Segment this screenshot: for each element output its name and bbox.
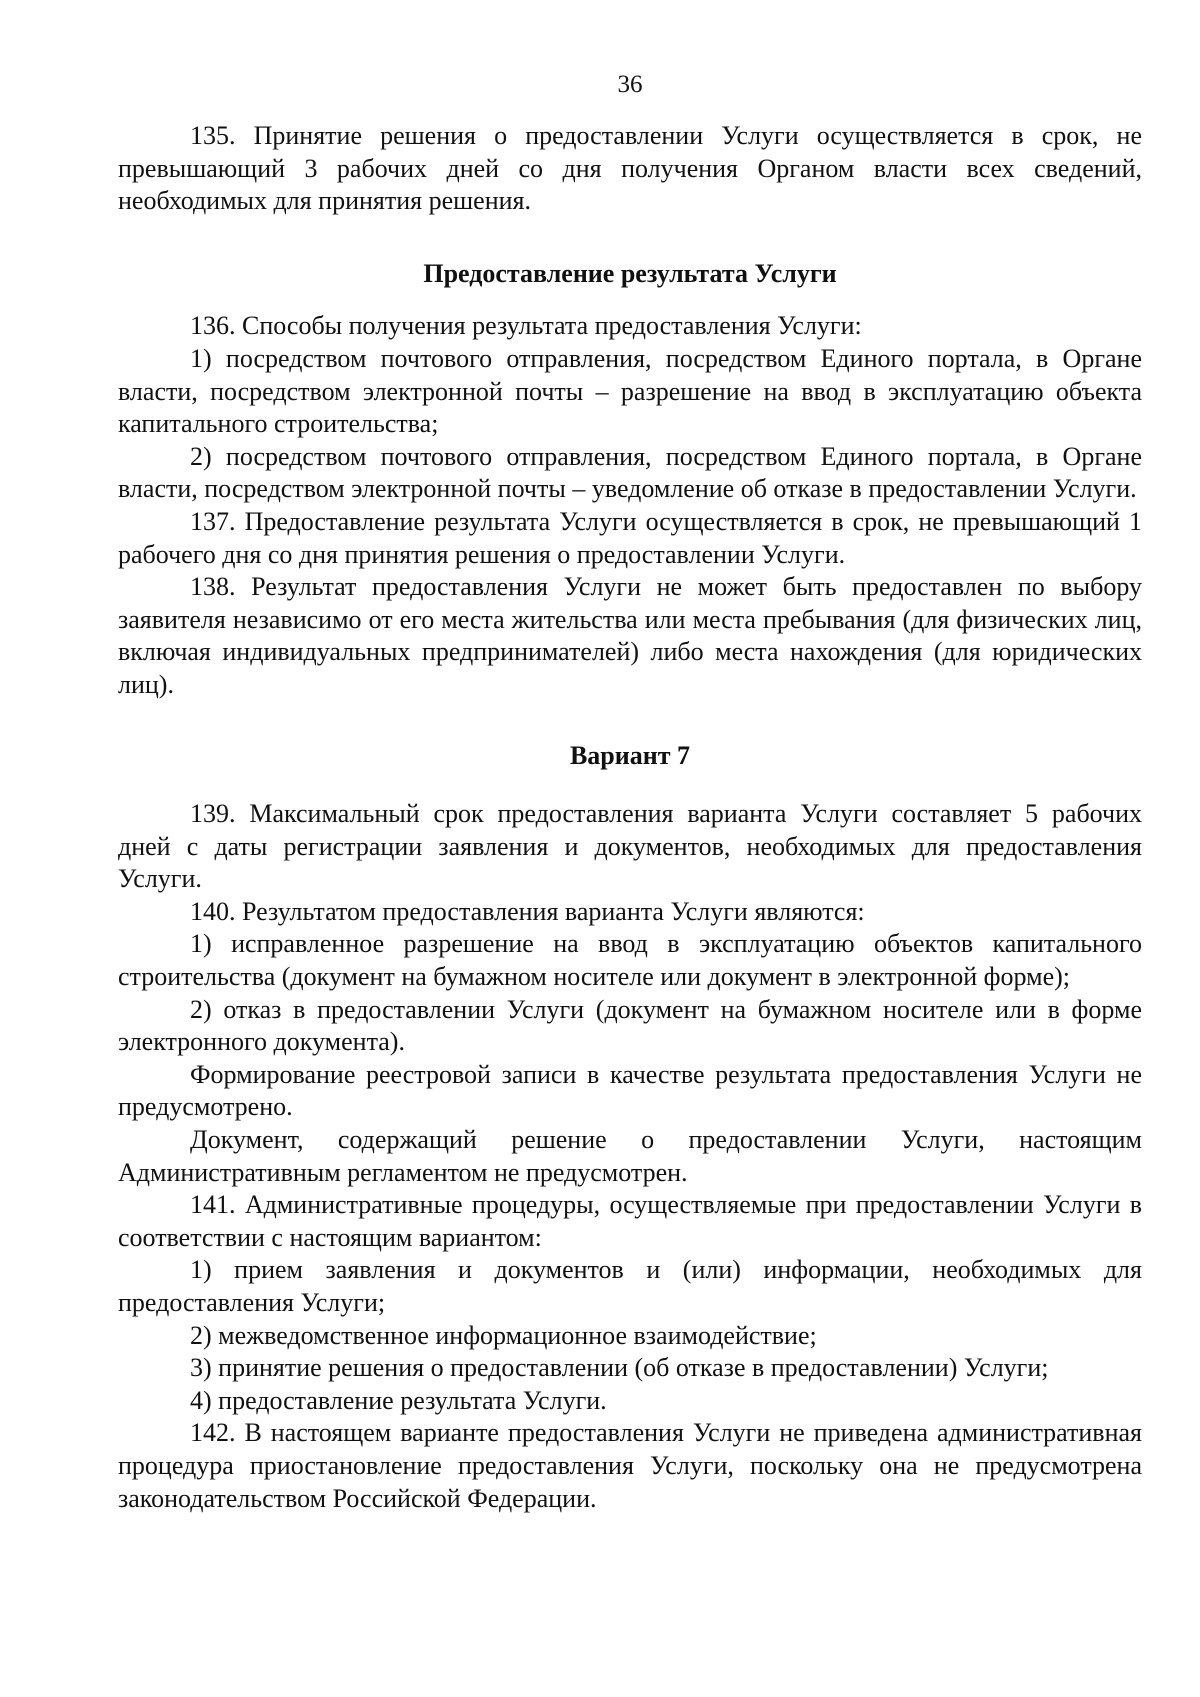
- section-intro: [118, 120, 1142, 218]
- paragraph-139: 139. Максимальный срок предоставления варианта Услуги составляет 5 рабочих дней с даты регистрации заявления и документов, необходимых для предоставления Услуги.: [118, 799, 1142, 894]
- paragraph-140: 140. Результатом предоставления варианта Услуги являются:: [190, 896, 865, 926]
- paragraph-141-item-1: 1) прием заявления и документов и (или) информации, необходимых для предоставления Услуги;: [118, 1255, 1142, 1317]
- paragraph-137: 137. Предоставление результата Услуги осуществляется в срок, не превышающий 1 рабочего дня со дня принятия решения о предоставлении Услуги.: [118, 506, 1142, 569]
- paragraph-140-item-1: 1) исправленное разрешение на ввод в эксплуатацию объектов капитального строительства (документ на бумажном носителе или документ в электронной форме);: [118, 929, 1142, 992]
- paragraph-141-item-4: 4) предоставление результата Услуги.: [190, 1385, 607, 1415]
- paragraph-136-item-2: 2) посредством почтового отправления, посредством Единого портала, в Органе власти, посредством электронной почты – уведомление об отказе в предоставлении Услуги.: [118, 441, 1142, 504]
- paragraph-140-item-2: 2) отказ в предоставлении Услуги (документ на бумажном носителе или в форме электронного документа).: [118, 994, 1142, 1057]
- paragraph-136: 136. Способы получения результата предоставления Услуги:: [190, 311, 862, 341]
- section-result: [118, 310, 1142, 701]
- paragraph-138: 138. Результат предоставления Услуги не может быть предоставлен по выбору заявителя независимо от его места жительства или места пребывания (для физических лиц, включая индивидуальных предпринимателей) либо места нахождения (для юридических лиц).: [118, 572, 1142, 699]
- paragraph-decision-document: Документ, содержащий решение о предоставлении Услуги, настоящим Административным регламентом не предусмотрен.: [118, 1125, 1142, 1187]
- section-heading-result: Предоставление результата Услуги: [423, 258, 837, 288]
- document-page: [118, 70, 1142, 1515]
- paragraph-135: 135. Принятие решения о предоставлении Услуги осуществляется в срок, не превышающий 3 рабочих дней со дня получения Органом власти всех сведений, необходимых для принятия решения.: [118, 121, 1142, 216]
- paragraph-142: 142. В настоящем варианте предоставления Услуги не приведена административная процедура приостановление предоставления Услуги, поскольку она не предусмотрена законодательством Российской Федерации.: [118, 1418, 1142, 1513]
- paragraph-141: 141. Административные процедуры, осуществляемые при предоставлении Услуги в соответствии с настоящим вариантом:: [118, 1190, 1142, 1252]
- paragraph-141-item-2: 2) межведомственное информационное взаимодействие;: [190, 1320, 817, 1350]
- paragraph-136-item-1: 1) посредством почтового отправления, посредством Единого портала, в Органе власти, посредством электронной почты – разрешение на ввод в эксплуатацию объекта капитального строительства;: [118, 343, 1142, 439]
- section-heading-variant-7: Вариант 7: [569, 740, 691, 770]
- paragraph-registry-record: Формирование реестровой записи в качестве результата предоставления Услуги не предусмотрено.: [118, 1059, 1142, 1122]
- paragraph-141-item-3: 3) принятие решения о предоставлении (об отказе в предоставлении) Услуги;: [190, 1353, 1049, 1383]
- page-number: 36: [617, 71, 643, 98]
- section-variant-7: [118, 798, 1142, 1515]
